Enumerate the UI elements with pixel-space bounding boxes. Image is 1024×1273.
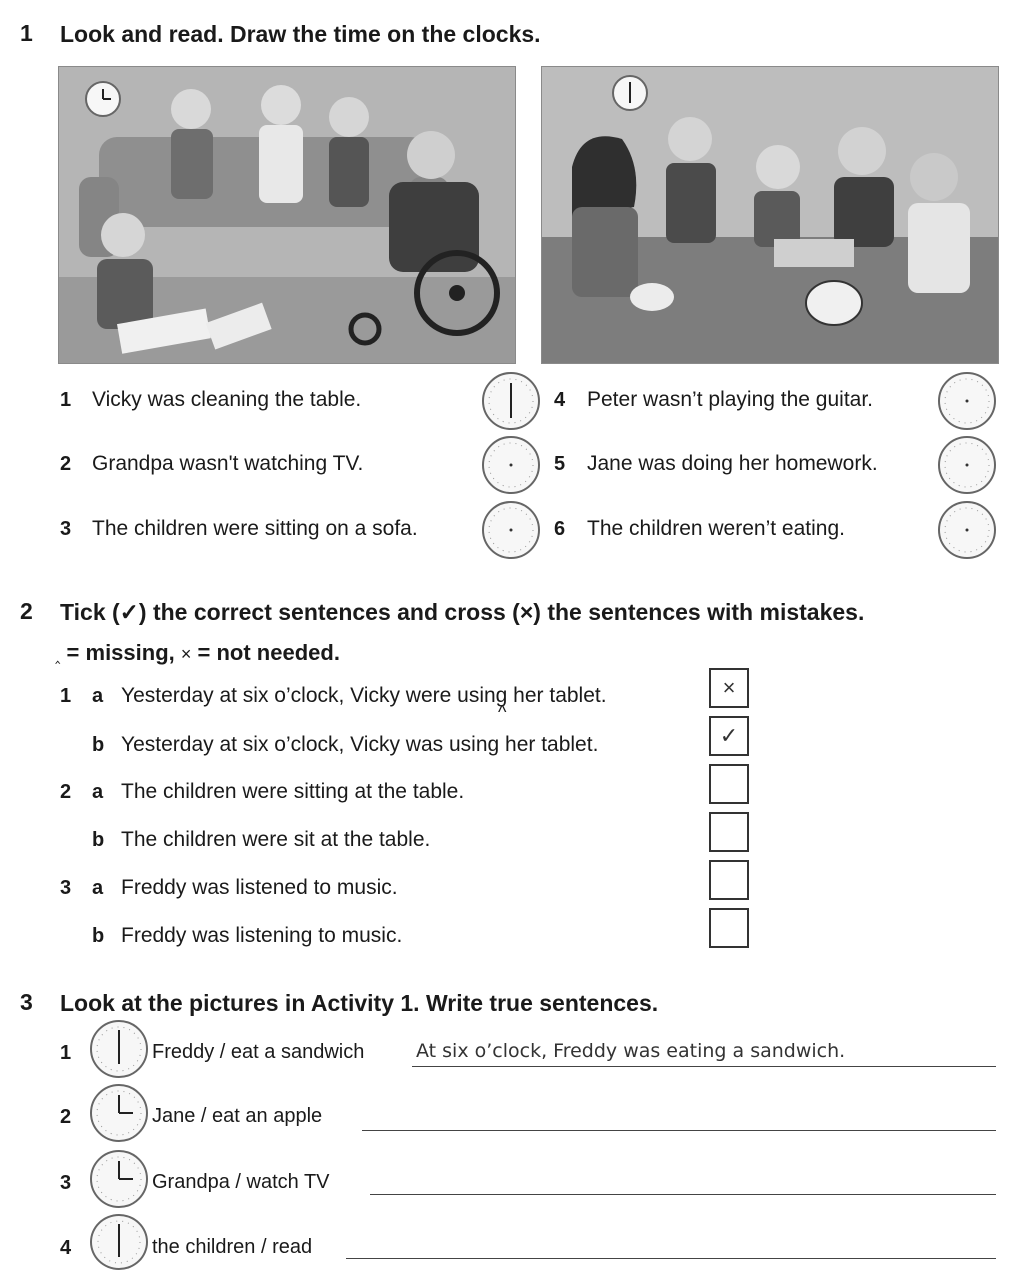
scene-living-room	[58, 66, 516, 364]
answer-checkbox[interactable]	[709, 860, 749, 900]
draw-clock-5-icon[interactable]	[938, 436, 996, 494]
legend-x: ×	[180, 644, 192, 664]
activity3-item-number: 2	[60, 1106, 72, 1128]
answer-checkbox[interactable]	[709, 908, 749, 948]
living-room-illustration	[59, 67, 515, 363]
activity2-item-number: 1	[60, 685, 72, 707]
activity3-prompt: Jane / eat an apple	[152, 1105, 323, 1127]
activity2-sentence: Yesterday at six o’clock, Vicky were using her tablet.	[121, 684, 607, 707]
activity1-sentence: The children weren’t eating.	[587, 517, 845, 540]
activity1-sentence: Vicky was cleaning the table.	[92, 388, 362, 411]
activity3-prompt: the children / read	[152, 1236, 313, 1258]
activity3-item-number: 1	[60, 1042, 72, 1064]
activity2-legend	[55, 640, 340, 666]
activity1-item-number: 2	[60, 453, 72, 475]
activity2-item-letter: a	[92, 877, 104, 899]
draw-clock-6-icon[interactable]	[938, 501, 996, 559]
clock-three-oclock-icon	[90, 1150, 148, 1208]
activity3-prompt: Freddy / eat a sandwich	[152, 1041, 365, 1063]
activity1-item-number: 6	[554, 518, 566, 540]
activity2-sentence: Freddy was listened to music.	[121, 876, 398, 899]
answer-checkbox[interactable]	[709, 812, 749, 852]
draw-clock-3-icon[interactable]	[482, 501, 540, 559]
draw-clock-1-icon[interactable]	[482, 372, 540, 430]
answer-line[interactable]	[362, 1130, 996, 1131]
clock-six-oclock-icon	[90, 1214, 148, 1270]
activity2-item-letter: b	[92, 734, 105, 756]
dining-illustration	[542, 67, 998, 363]
activity2-item-letter: b	[92, 829, 105, 851]
activity2-item-letter: a	[92, 781, 104, 803]
activity2-item-number: 3	[60, 877, 72, 899]
draw-clock-4-icon[interactable]	[938, 372, 996, 430]
correction-caret: ^	[498, 702, 507, 722]
activity1-item-number: 1	[60, 389, 72, 411]
activity1-item-number: 3	[60, 518, 72, 540]
draw-clock-2-icon[interactable]	[482, 436, 540, 494]
activity2-number: 2	[20, 598, 33, 624]
answer-checkbox[interactable]: ✓	[709, 716, 749, 756]
activity2-heading: Tick (✓) the correct sentences and cross (×) the sentences with mistakes.	[60, 599, 865, 625]
activity3-number: 3	[20, 989, 33, 1015]
scene-clock-icon	[612, 75, 648, 111]
activity1-sentence: Grandpa wasn't watching TV.	[92, 452, 364, 475]
activity1-heading: Look and read. Draw the time on the clocks.	[60, 21, 541, 47]
activity1-sentence: Jane was doing her homework.	[587, 452, 878, 475]
activity2-item-letter: a	[92, 685, 104, 707]
scene-dining-table	[541, 66, 999, 364]
activity3-item-number: 4	[60, 1237, 72, 1259]
activity2-sentence: The children were sit at the table.	[121, 828, 431, 851]
answer-line[interactable]	[346, 1258, 996, 1259]
answer-line[interactable]	[370, 1194, 996, 1195]
activity1-item-number: 4	[554, 389, 566, 411]
clock-three-oclock-icon	[90, 1084, 148, 1142]
activity3-heading: Look at the pictures in Activity 1. Write true sentences.	[60, 990, 659, 1016]
activity2-item-number: 2	[60, 781, 72, 803]
legend-not-needed: = not needed.	[197, 640, 340, 665]
activity1-sentence: Peter wasn’t playing the guitar.	[587, 388, 874, 411]
scene-clock-icon	[85, 81, 121, 117]
activity3-answer: At six o’clock, Freddy was eating a sandwich.	[416, 1040, 846, 1062]
clock-six-oclock-icon	[90, 1020, 148, 1078]
answer-checkbox[interactable]	[709, 764, 749, 804]
activity1-number: 1	[20, 20, 33, 46]
activity3-prompt: Grandpa / watch TV	[152, 1171, 330, 1193]
activity1-item-number: 5	[554, 453, 566, 475]
activity2-sentence: Freddy was listening to music.	[121, 924, 403, 947]
answer-line[interactable]	[412, 1066, 996, 1067]
legend-missing: = missing,	[66, 640, 175, 665]
activity2-sentence: Yesterday at six o’clock, Vicky was using her tablet.	[121, 733, 599, 756]
answer-checkbox[interactable]: ×	[709, 668, 749, 708]
legend-caret: ‸	[55, 647, 61, 664]
activity2-sentence: The children were sitting at the table.	[121, 780, 465, 803]
activity1-sentence: The children were sitting on a sofa.	[92, 517, 418, 540]
activity3-item-number: 3	[60, 1172, 72, 1194]
activity2-item-letter: b	[92, 925, 105, 947]
